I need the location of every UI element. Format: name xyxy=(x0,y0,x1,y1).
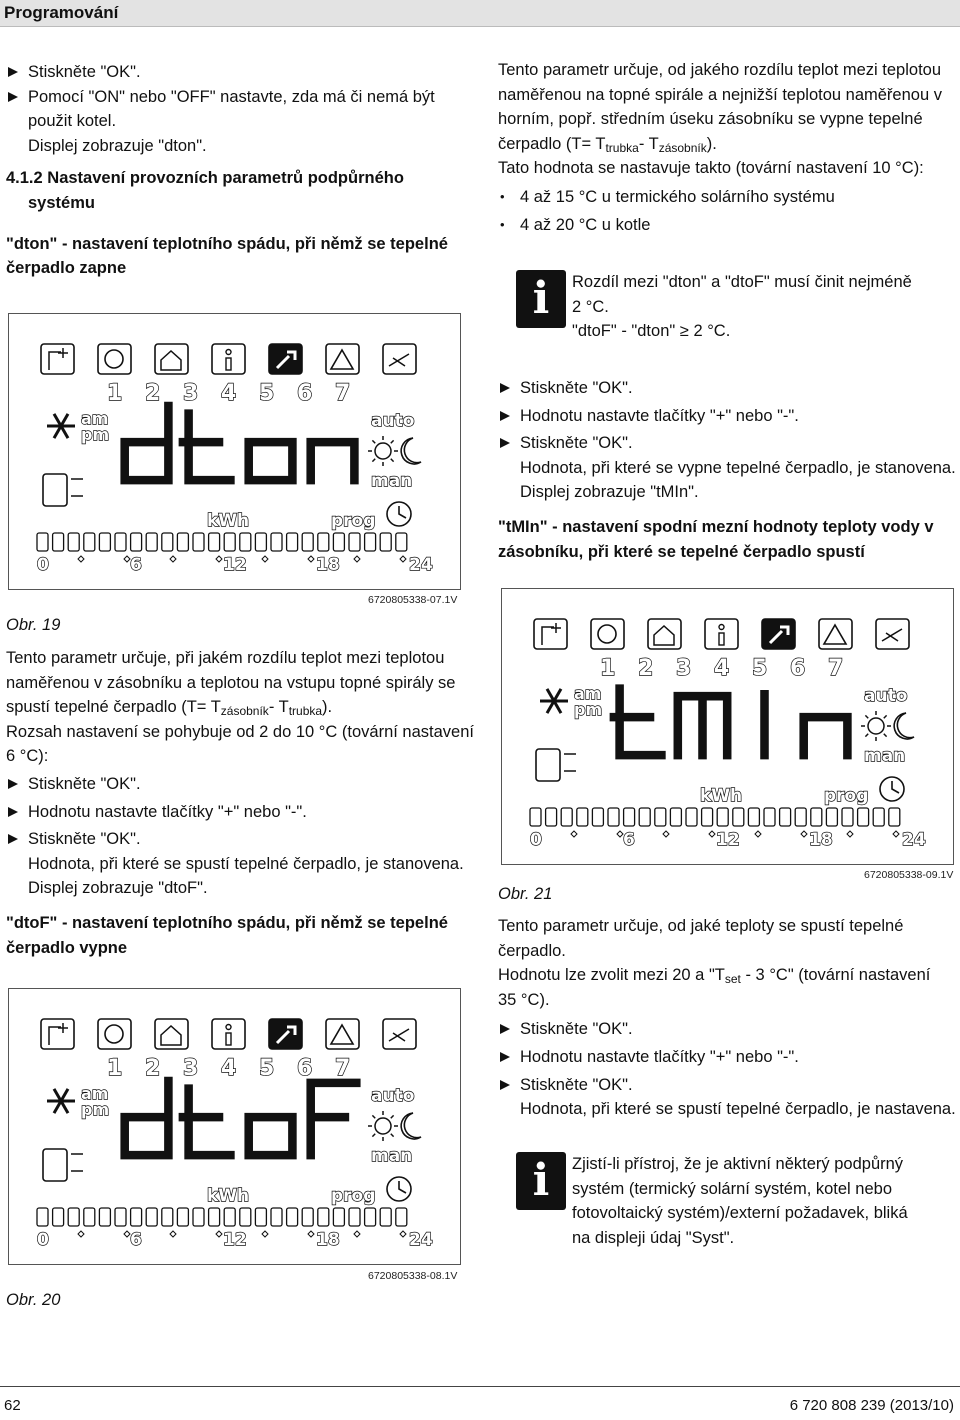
text: - T xyxy=(268,698,289,717)
info-icon xyxy=(516,1152,566,1210)
step-text: použit kotel. xyxy=(28,112,117,131)
lcd-svg xyxy=(9,989,460,1264)
timeline-segment xyxy=(826,808,837,826)
step-set-value: Hodnotu nastavte tlačítky "+" nebo "-". xyxy=(498,1045,958,1070)
figure-code: 6720805338-09.1V xyxy=(864,869,954,881)
info-text: 2 °C. xyxy=(572,297,609,316)
tick-marker xyxy=(893,831,899,837)
timeline-segment xyxy=(561,808,572,826)
subscript: zásobník xyxy=(220,704,269,719)
day-number: 1 xyxy=(107,381,123,406)
lcd-main-word xyxy=(614,689,848,756)
timeline-segment xyxy=(224,1208,235,1226)
lcd-digit xyxy=(249,442,293,480)
house-icon xyxy=(648,619,681,649)
text: spustí tepelné čerpadlo (T= T xyxy=(6,698,221,717)
am-label: am xyxy=(81,409,109,428)
dton-heading: "dton" - nastavení teplotního spádu, při němž se tepelné xyxy=(6,234,448,253)
shower-icon xyxy=(383,1019,416,1049)
step-text: Displej zobrazuje "dtoF". xyxy=(28,879,208,898)
hour-label: 0 xyxy=(530,830,542,850)
dtof-heading-cont: čerpadlo vypne xyxy=(6,938,128,957)
day-number: 6 xyxy=(297,381,313,406)
hour-label: 6 xyxy=(130,1230,142,1250)
tick-marker xyxy=(847,831,853,837)
figure-caption: Obr. 19 xyxy=(6,616,61,634)
tick-marker xyxy=(170,1231,176,1237)
text: - T xyxy=(638,134,659,153)
page-number: 62 xyxy=(4,1397,21,1414)
heat-pump-icon xyxy=(534,619,567,649)
tick-marker xyxy=(400,556,406,562)
day-number: 3 xyxy=(183,1056,199,1081)
info-box-dton-dtof xyxy=(516,270,956,340)
info-text: systém (termický solární systém, kotel nebo xyxy=(572,1179,893,1198)
hour-label: 24 xyxy=(409,555,433,575)
info-text: "dtoF" - "dton" ≥ 2 °C. xyxy=(572,322,731,341)
house-icon xyxy=(155,344,188,374)
timeline-segment xyxy=(333,1208,344,1226)
snowflake-icon xyxy=(47,414,75,438)
man-label: man xyxy=(371,1146,413,1166)
wrench-icon xyxy=(762,619,795,649)
tank-icon xyxy=(536,749,576,781)
day-number: 4 xyxy=(714,656,730,681)
timeline-segment xyxy=(764,808,775,826)
day-number: 2 xyxy=(638,656,654,681)
step-text: Hodnota, při které se spustí tepelné čerpadlo, je nastavena. xyxy=(520,1100,956,1119)
step-ok: Stiskněte "OK". xyxy=(498,1073,958,1098)
day-number: 4 xyxy=(221,1056,237,1081)
info-icon xyxy=(705,619,738,649)
pump-icon xyxy=(591,619,624,649)
timeline-segment xyxy=(318,1208,329,1226)
tick-marker xyxy=(78,1231,84,1237)
day-number: 5 xyxy=(259,381,275,406)
info-text: fotovoltaický systém)/externí požadavek, bliká xyxy=(572,1204,908,1223)
step-ok: Stiskněte "OK". xyxy=(498,1017,958,1042)
paragraph: naměřenou na topné spirále a nejnižší teplotou naměřenou v xyxy=(498,85,942,104)
step-ok: Stiskněte "OK". xyxy=(498,431,958,456)
timeline-segment xyxy=(209,533,220,551)
figure-caption: Obr. 21 xyxy=(498,885,553,903)
lcd-digit xyxy=(614,689,662,756)
text: - 3 °C" (tovární nastavení xyxy=(740,966,931,985)
info-icon xyxy=(516,270,566,328)
step-ok: Stiskněte "OK". xyxy=(6,827,476,852)
timeline-segment xyxy=(115,533,126,551)
tick-marker xyxy=(571,831,577,837)
tick-marker xyxy=(262,1231,268,1237)
timeline-segment xyxy=(84,1208,95,1226)
snowflake-icon xyxy=(47,1089,75,1113)
timeline-segment xyxy=(624,808,635,826)
figure-code: 6720805338-07.1V xyxy=(368,594,458,606)
moon-icon xyxy=(401,1113,421,1139)
kwh-label: kWh xyxy=(207,511,250,531)
paragraph: naměřenou v zásobníku a teplotou na vstupu topné spirály se xyxy=(6,673,456,692)
day-number: 6 xyxy=(790,656,806,681)
timeline-segment xyxy=(115,1208,126,1226)
text: Hodnotu lze zvolit mezi 20 a "T xyxy=(498,966,725,985)
hour-label: 12 xyxy=(223,1230,247,1250)
timeline-segment xyxy=(177,533,188,551)
auto-label: auto xyxy=(864,686,908,706)
timeline-segment xyxy=(702,808,713,826)
step-text: Displej zobrazuje "dton". xyxy=(28,136,207,155)
timeline-segment xyxy=(240,533,251,551)
pump-icon xyxy=(98,1019,131,1049)
day-number: 7 xyxy=(335,381,351,406)
day-number: 4 xyxy=(221,381,237,406)
timeline-segment xyxy=(271,1208,282,1226)
man-label: man xyxy=(864,746,906,766)
tmin-heading: "tMIn" - nastavení spodní mezní hodnoty teploty vody v xyxy=(498,517,934,536)
step-set-value: Hodnotu nastavte tlačítky "+" nebo "-". xyxy=(498,404,958,429)
hour-label: 18 xyxy=(316,1230,340,1250)
day-number: 1 xyxy=(600,656,616,681)
header-title: Programování xyxy=(4,3,119,22)
footer-rule xyxy=(0,1386,960,1387)
moon-icon xyxy=(401,438,421,464)
tmin-heading-cont: zásobníku, při které se tepelné čerpadlo spustí xyxy=(498,542,865,561)
section-heading: 4.1.2 Nastavení provozních parametrů podpůrného xyxy=(6,169,404,188)
step-text: Displej zobrazuje "tMIn". xyxy=(520,483,699,502)
step-set-value: Hodnotu nastavte tlačítky "+" nebo "-". xyxy=(6,800,476,825)
paragraph: horním, popř. středním úseku zásobníku se vypne tepelné xyxy=(498,110,923,129)
right-top-text xyxy=(498,58,958,237)
timeline-segment xyxy=(380,1208,391,1226)
left-top-text xyxy=(6,60,466,281)
lcd-digit xyxy=(311,442,355,480)
step-ok: Stiskněte "OK". xyxy=(6,60,466,85)
lcd-svg xyxy=(9,314,460,589)
timeline-segment xyxy=(396,533,407,551)
tick-marker xyxy=(354,1231,360,1237)
paragraph: Rozsah nastavení se pohybuje od 2 do 10 °C (tovární nastavení xyxy=(6,722,474,741)
timeline-segment xyxy=(162,533,173,551)
paragraph: 35 °C). xyxy=(498,990,550,1009)
prog-label: prog xyxy=(331,1186,376,1206)
tank-icon xyxy=(43,1149,83,1181)
timeline-segment xyxy=(858,808,869,826)
timeline-segment xyxy=(546,808,557,826)
shower-icon xyxy=(876,619,909,649)
prog-label: prog xyxy=(824,786,869,806)
subscript: trubka xyxy=(605,140,639,155)
heat-pump-icon xyxy=(41,1019,74,1049)
day-number: 2 xyxy=(145,381,161,406)
pm-label: pm xyxy=(81,1100,110,1119)
timeline-segment xyxy=(889,808,900,826)
hour-label: 12 xyxy=(223,555,247,575)
timeline-segment xyxy=(287,533,298,551)
dtof-heading: "dtoF" - nastavení teplotního spádu, při němž se tepelné xyxy=(6,913,448,932)
timeline-segment xyxy=(193,533,204,551)
lcd-digit xyxy=(183,414,231,481)
timeline-segment xyxy=(811,808,822,826)
timeline-segment xyxy=(177,1208,188,1226)
warning-icon xyxy=(326,344,359,374)
timeline-segment xyxy=(131,533,142,551)
day-number: 3 xyxy=(676,656,692,681)
timeline-segment xyxy=(380,533,391,551)
timeline-segment xyxy=(224,533,235,551)
sun-icon xyxy=(368,436,398,466)
man-label: man xyxy=(371,471,413,491)
info-icon xyxy=(212,344,245,374)
lcd-main-word xyxy=(125,1081,357,1155)
timeline-segment xyxy=(302,533,313,551)
hour-label: 18 xyxy=(316,555,340,575)
sun-icon xyxy=(861,711,891,741)
paragraph-formula xyxy=(498,132,958,157)
text: ). xyxy=(322,698,333,717)
auto-label: auto xyxy=(371,411,415,431)
timeline-segment xyxy=(84,533,95,551)
step-text: Hodnota, při které se spustí tepelné čerpadlo, je stanovena. xyxy=(28,854,464,873)
step-text: Hodnota, při které se vypne tepelné čerpadlo, je stanovena. xyxy=(520,458,956,477)
timeline-segment xyxy=(365,1208,376,1226)
tick-marker xyxy=(400,1231,406,1237)
info-text: Rozdíl mezi "dton" a "dtoF" musí činit nejméně xyxy=(572,273,912,291)
lcd-digit xyxy=(678,696,727,755)
tick-marker xyxy=(801,831,807,837)
hour-label: 6 xyxy=(623,830,635,850)
hour-label: 0 xyxy=(37,1230,49,1250)
hour-label: 24 xyxy=(409,1230,433,1250)
hour-label: 0 xyxy=(37,555,49,575)
tick-marker xyxy=(308,1231,314,1237)
timeline-segment xyxy=(318,533,329,551)
moon-icon xyxy=(894,713,914,739)
house-icon xyxy=(155,1019,188,1049)
timeline-segment xyxy=(37,1208,48,1226)
timeline-segment xyxy=(131,1208,142,1226)
tick-marker xyxy=(78,556,84,562)
paragraph: Tento parametr určuje, od jaké teploty se spustí tepelné xyxy=(498,917,904,935)
am-label: am xyxy=(574,684,602,703)
tick-marker xyxy=(216,1231,222,1237)
paragraph: Tato hodnota se nastavuje takto (tovární nastavení 10 °C): xyxy=(498,159,924,178)
timeline-segment xyxy=(240,1208,251,1226)
day-number: 3 xyxy=(183,381,199,406)
tick-marker xyxy=(216,556,222,562)
timeline-segment xyxy=(302,1208,313,1226)
timeline-segment xyxy=(686,808,697,826)
timeline-segment xyxy=(733,808,744,826)
sun-icon xyxy=(368,1111,398,1141)
document-number: 6 720 808 239 (2013/10) xyxy=(789,1397,954,1414)
clock-icon xyxy=(387,1177,411,1201)
timeline-segment xyxy=(255,1208,266,1226)
kwh-label: kWh xyxy=(207,1186,250,1206)
lcd-digit xyxy=(183,1089,231,1156)
timeline-segment xyxy=(209,1208,220,1226)
info-icon-letter: i xyxy=(532,1155,550,1206)
right-steps xyxy=(498,376,958,564)
lcd-digit xyxy=(125,406,169,480)
timeline-segment xyxy=(780,808,791,826)
section-heading-cont: systému xyxy=(28,193,95,212)
lcd-digit xyxy=(804,717,848,755)
timeline-segment xyxy=(333,533,344,551)
timeline-segment xyxy=(53,1208,64,1226)
clock-icon xyxy=(880,777,904,801)
clock-icon xyxy=(387,502,411,526)
lcd-digit xyxy=(125,1081,169,1155)
subscript: set xyxy=(724,972,741,987)
day-number: 6 xyxy=(297,1056,313,1081)
paragraph: 6 °C): xyxy=(6,747,49,766)
paragraph: Tento parametr určuje, od jakého rozdílu teplot mezi teplotou xyxy=(498,61,942,79)
timeline-segment xyxy=(577,808,588,826)
bullet-item: • 4 až 15 °C u termického solárního systému xyxy=(498,185,958,210)
subscript: zásobník xyxy=(658,140,707,155)
lcd-main-word xyxy=(125,406,355,480)
pump-icon xyxy=(98,344,131,374)
timeline-segment xyxy=(271,533,282,551)
day-number: 2 xyxy=(145,1056,161,1081)
tick-marker xyxy=(709,831,715,837)
paragraph-formula xyxy=(6,695,476,720)
step-on-off: Pomocí "ON" nebo "OFF" nastavte, zda má či nemá být xyxy=(6,85,466,110)
timeline-segment xyxy=(162,1208,173,1226)
lcd-figure-dton xyxy=(8,313,461,590)
tick-marker xyxy=(308,556,314,562)
day-number: 5 xyxy=(752,656,768,681)
timeline-segment xyxy=(396,1208,407,1226)
day-number: 7 xyxy=(828,656,844,681)
timeline-segment xyxy=(670,808,681,826)
timeline-segment xyxy=(748,808,759,826)
tick-marker xyxy=(170,556,176,562)
wrench-icon xyxy=(269,344,302,374)
lcd-digit xyxy=(311,1083,357,1155)
lcd-figure-tmin xyxy=(501,588,954,865)
info-text: na displeji údaj "Syst". xyxy=(572,1228,735,1247)
step-ok: Stiskněte "OK". xyxy=(6,772,476,797)
step-ok: Stiskněte "OK". xyxy=(498,376,958,401)
timeline-segment xyxy=(53,533,64,551)
tank-icon xyxy=(43,474,83,506)
warning-icon xyxy=(326,1019,359,1049)
day-number: 5 xyxy=(259,1056,275,1081)
timeline-segment xyxy=(349,1208,360,1226)
timeline-segment xyxy=(842,808,853,826)
day-number: 7 xyxy=(335,1056,351,1081)
text: ). xyxy=(706,134,717,153)
timeline-segment xyxy=(68,1208,79,1226)
lcd-figure-dtof xyxy=(8,988,461,1265)
timeline-segment xyxy=(99,533,110,551)
info-icon xyxy=(212,1019,245,1049)
timeline-segment xyxy=(365,533,376,551)
lcd-digit xyxy=(249,1117,293,1155)
warning-icon xyxy=(819,619,852,649)
right-bottom-text xyxy=(498,914,958,1122)
timeline-segment xyxy=(655,808,666,826)
paragraph: čerpadlo. xyxy=(498,941,566,960)
shower-icon xyxy=(383,344,416,374)
timeline-segment xyxy=(37,533,48,551)
heat-pump-icon xyxy=(41,344,74,374)
timeline-segment xyxy=(99,1208,110,1226)
hour-label: 12 xyxy=(716,830,740,850)
left-mid-text xyxy=(6,646,476,960)
timeline-segment xyxy=(68,533,79,551)
figure-code: 6720805338-08.1V xyxy=(368,1270,458,1282)
snowflake-icon xyxy=(540,689,568,713)
tick-marker xyxy=(354,556,360,562)
tick-marker xyxy=(755,831,761,837)
lcd-svg xyxy=(502,589,953,864)
timeline-segment xyxy=(349,533,360,551)
hour-label: 18 xyxy=(809,830,833,850)
pm-label: pm xyxy=(81,425,110,444)
figure-caption: Obr. 20 xyxy=(6,1291,61,1309)
paragraph: Tento parametr určuje, při jakém rozdílu teplot mezi teplotou xyxy=(6,649,445,667)
tick-marker xyxy=(262,556,268,562)
page-header xyxy=(0,0,960,27)
bullet-item: • 4 až 20 °C u kotle xyxy=(498,213,958,238)
pm-label: pm xyxy=(574,700,603,719)
timeline-segment xyxy=(146,1208,157,1226)
timeline-segment xyxy=(287,1208,298,1226)
timeline-segment xyxy=(873,808,884,826)
wrench-icon xyxy=(269,1019,302,1049)
info-box-syst xyxy=(516,1152,956,1252)
timeline-segment xyxy=(639,808,650,826)
hour-label: 24 xyxy=(902,830,926,850)
subscript: trubka xyxy=(288,704,323,719)
timeline-segment xyxy=(795,808,806,826)
am-label: am xyxy=(81,1084,109,1103)
text: čerpadlo (T= T xyxy=(498,134,606,153)
hour-label: 6 xyxy=(130,555,142,575)
timeline-segment xyxy=(146,533,157,551)
tick-marker xyxy=(663,831,669,837)
info-icon-letter: i xyxy=(532,273,550,324)
timeline-segment xyxy=(255,533,266,551)
day-number: 1 xyxy=(107,1056,123,1081)
timeline-segment xyxy=(530,808,541,826)
info-text: Zjistí-li přístroj, že je aktivní některý podpůrný xyxy=(572,1155,904,1173)
dton-heading-cont: čerpadlo zapne xyxy=(6,259,127,278)
timeline-segment xyxy=(608,808,619,826)
timeline-segment xyxy=(193,1208,204,1226)
timeline-segment xyxy=(717,808,728,826)
kwh-label: kWh xyxy=(700,786,743,806)
paragraph-formula xyxy=(498,963,958,988)
auto-label: auto xyxy=(371,1086,415,1106)
prog-label: prog xyxy=(331,511,376,531)
timeline-segment xyxy=(592,808,603,826)
